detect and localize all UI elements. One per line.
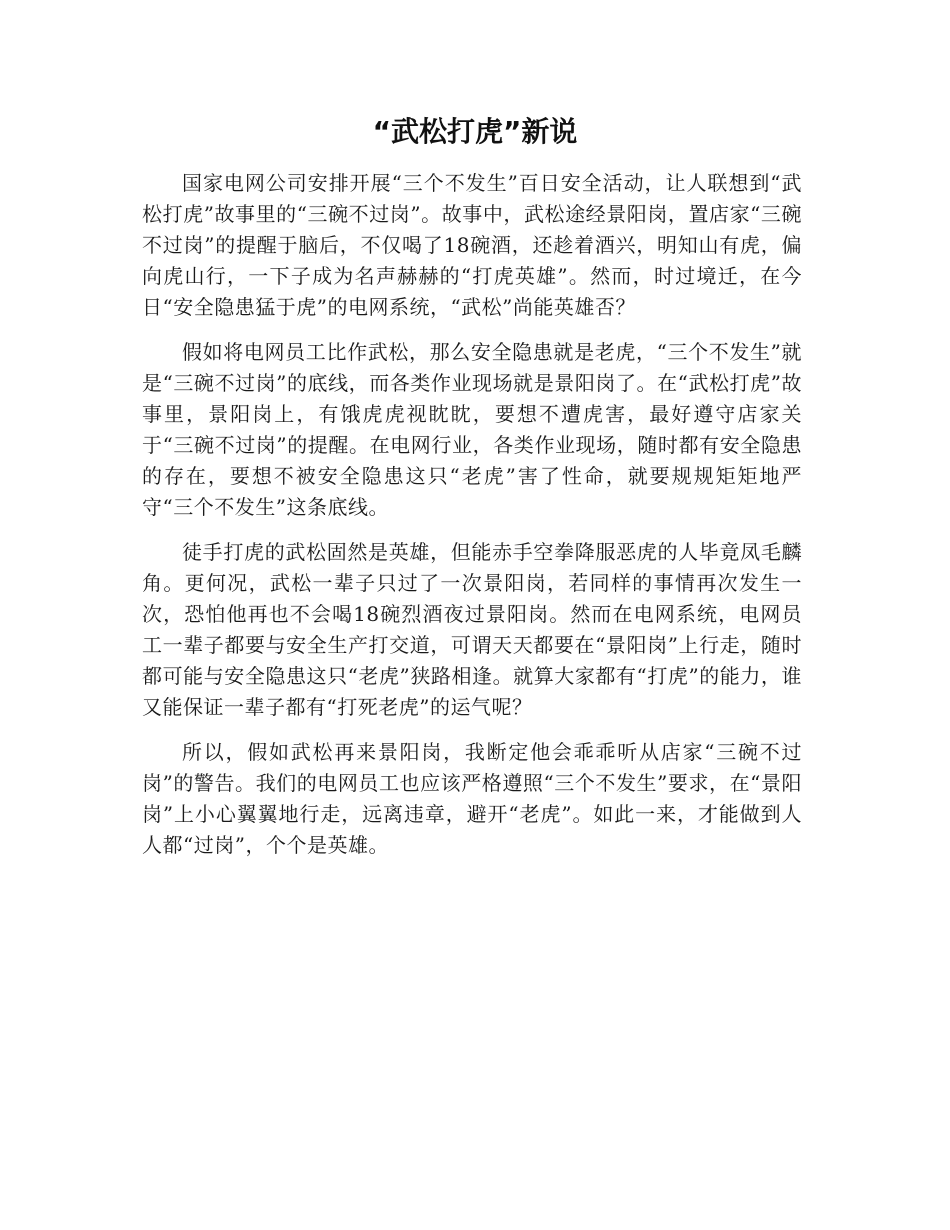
paragraph-2: 假如将电网员工比作武松，那么安全隐患就是老虎，“三个不发生”就是“三碗不过岗”的底线，而各类作业现场就是景阳岗了。在“武松打虎”故事里，景阳岗上，有饿虎虎视眈眈，要想不遭虎害，最好遵守店家关于“三碗不过岗”的提醒。在电网行业，各类作业现场，随时都有安全隐患的存在，要想不被安全隐患这只“老虎”害了性命，就要规规矩矩地严守“三个不发生”这条底线。: [142, 340, 802, 519]
paragraph-3: 徒手打虎的武松固然是英雄，但能赤手空拳降服恶虎的人毕竟凤毛麟角。更何况，武松一辈子只过了一次景阳岗，若同样的事情再次发生一次，恐怕他再也不会喝18碗烈酒夜过景阳岗。然而在电网系统，电网员工一辈子都要与安全生产打交道，可谓天天都要在“景阳岗”上行走，随时都可能与安全隐患这只“老虎”狭路相逢。就算大家都有“打虎”的能力，谁又能保证一辈子都有“打死老虎”的运气呢？: [142, 540, 802, 719]
document-body: [142, 168, 802, 875]
paragraph-1: 国家电网公司安排开展“三个不发生”百日安全活动，让人联想到“武松打虎”故事里的“三碗不过岗”。故事中，武松途经景阳岗，置店家“三碗不过岗”的提醒于脑后，不仅喝了18碗酒，还趁着酒兴，明知山有虎，偏向虎山行，一下子成为名声赫赫的“打虎英雄”。然而，时过境迁，在今日“安全隐患猛于虎”的电网系统，“武松”尚能英雄否？: [142, 171, 802, 319]
document-title: “武松打虎”新说: [372, 115, 578, 148]
paragraph-4: 所以，假如武松再来景阳岗，我断定他会乖乖听从店家“三碗不过岗”的警告。我们的电网员工也应该严格遵照“三个不发生”要求，在“景阳岗”上小心翼翼地行走，远离违章，避开“老虎”。如此一来，才能做到人人都“过岗”，个个是英雄。: [142, 740, 802, 857]
